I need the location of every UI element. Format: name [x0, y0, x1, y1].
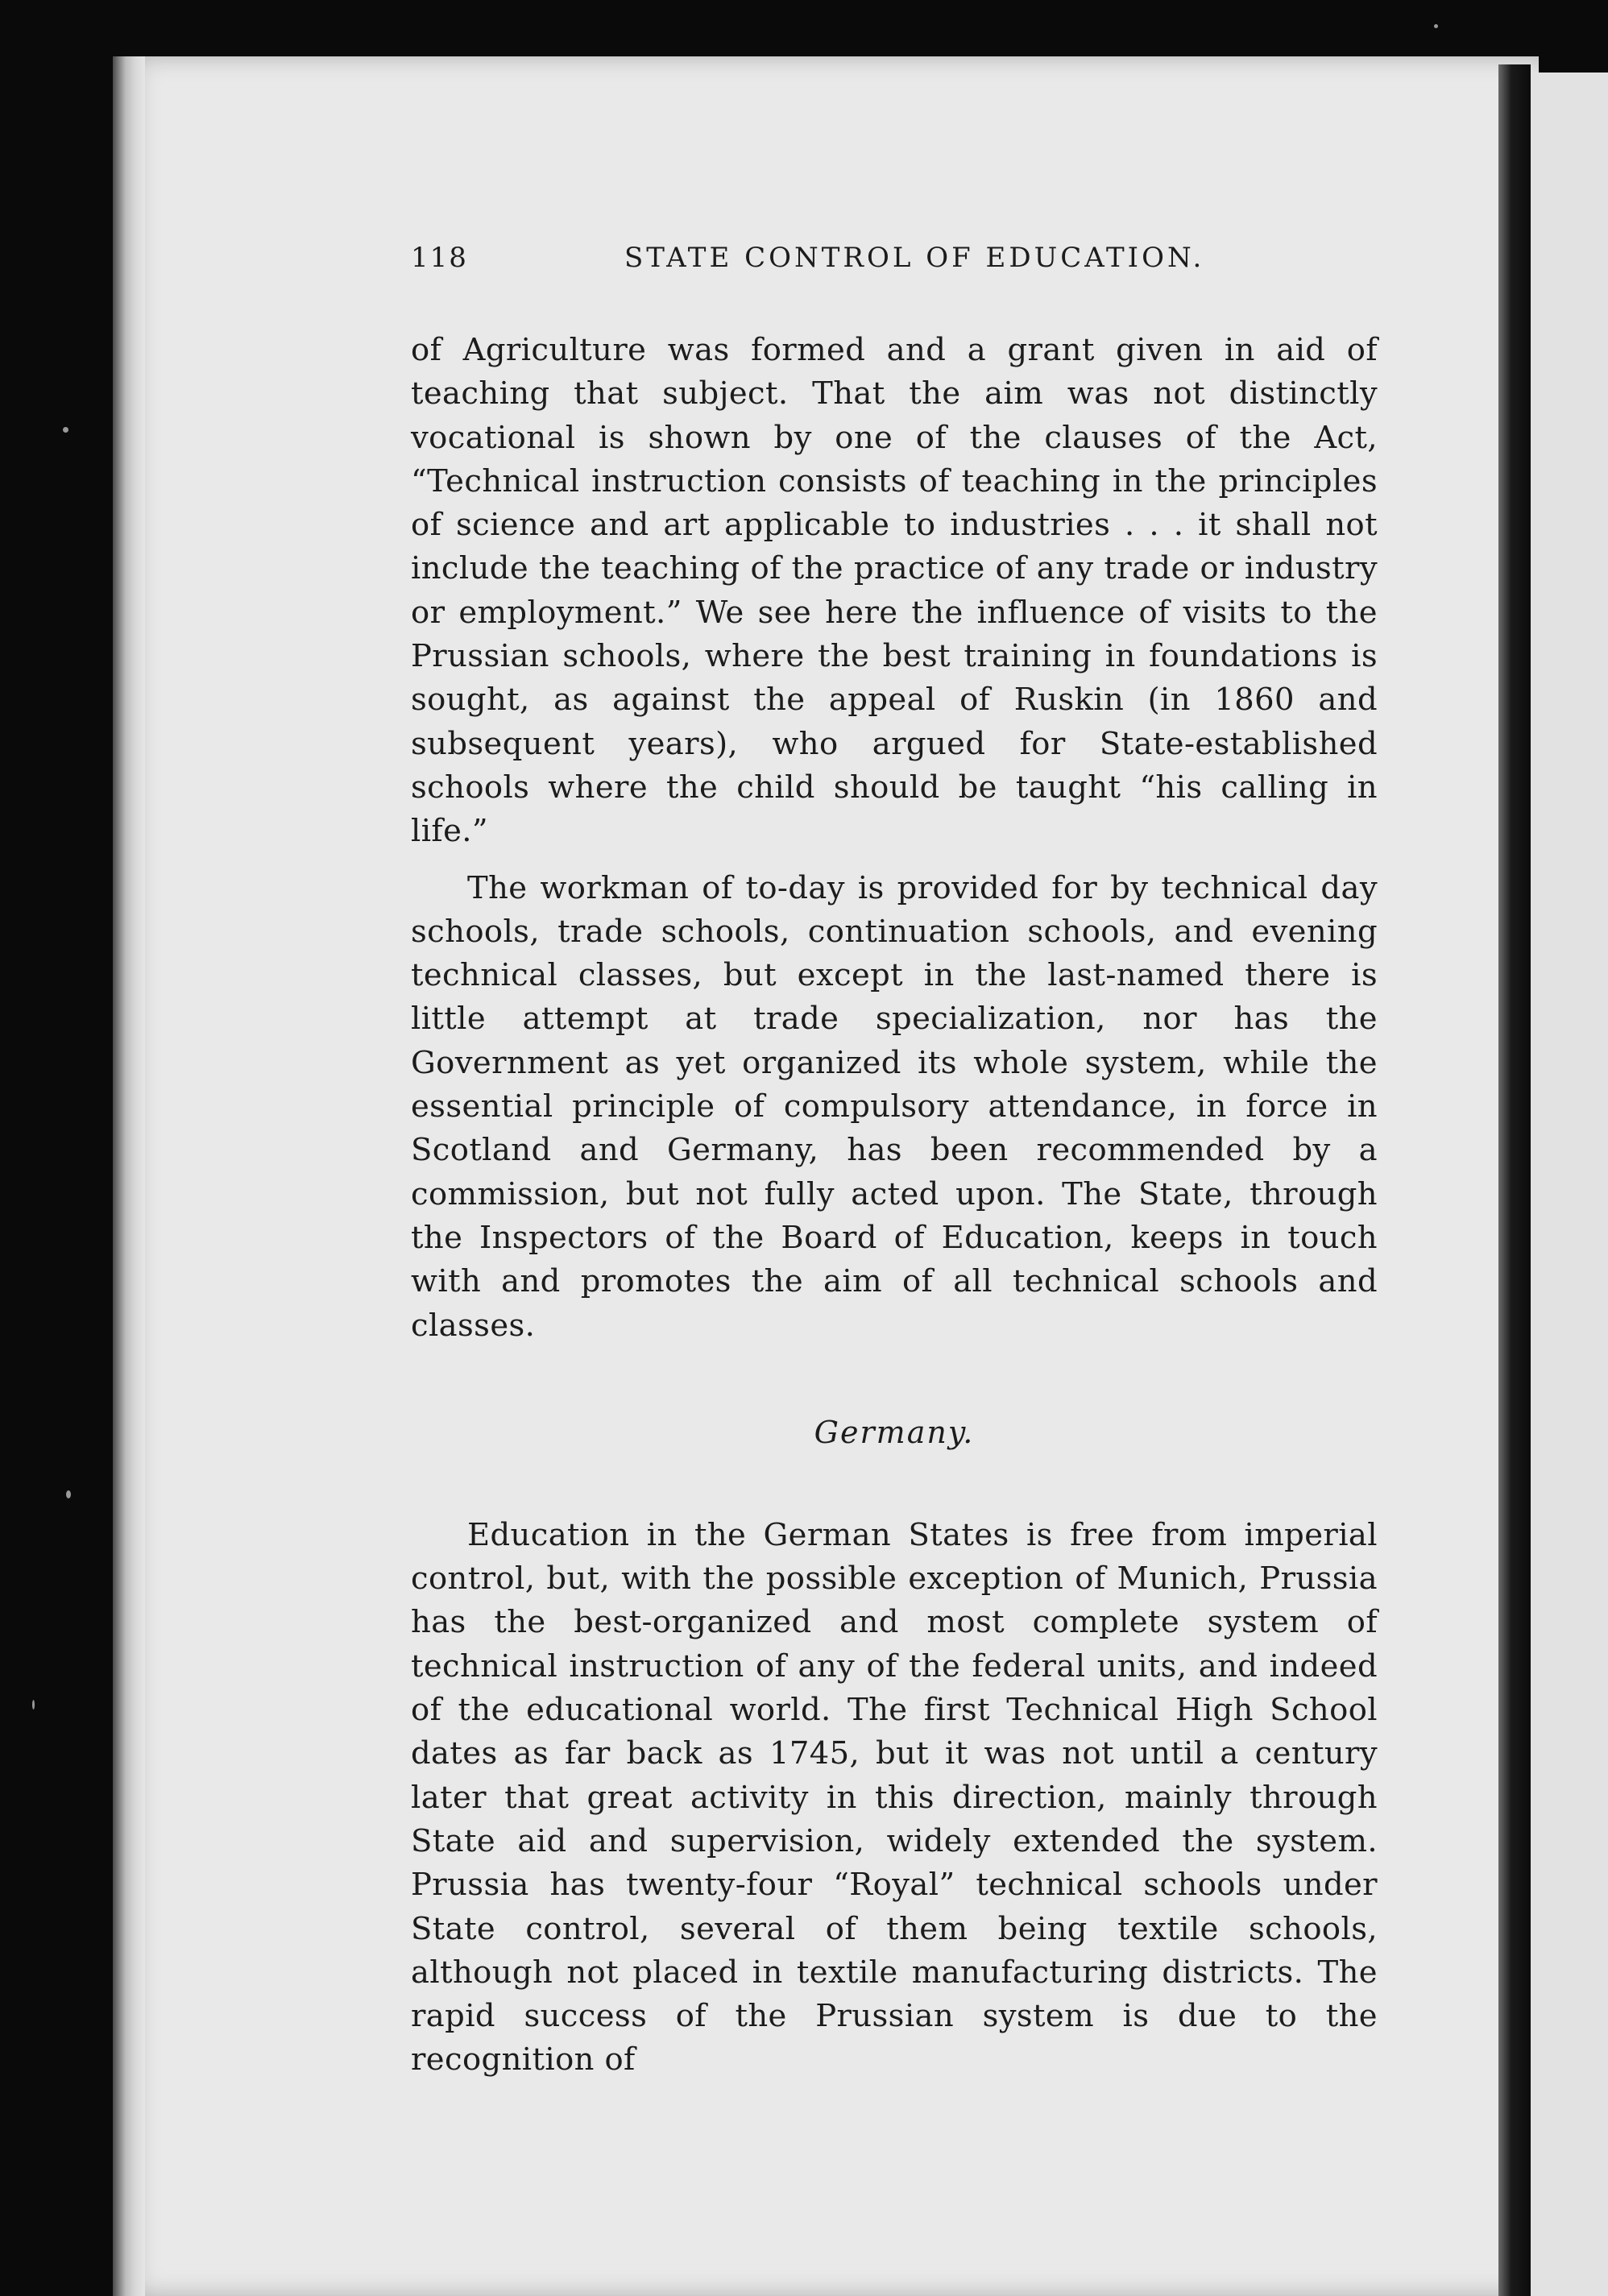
scan-speck: [63, 427, 68, 433]
body-paragraph: Education in the German States is free from imperial control, but, with the possible exception of Munich, Prussia has the best-organized and most complete system of technical instruction of any of the federal units, and indeed of the educational world. The first Technical High School dates as far back as 1745, but it was not until a century later that great activity in this direction, mainly through State aid and supervision, widely extended the system. Prussia has twenty-four “Royal” technical schools under State control, several of them being textile schools, although not placed in textile manufacturing districts. The rapid success of the Prussian system is due to the recognition of: [411, 1516, 1378, 2078]
body-paragraph: of Agriculture was formed and a grant given in aid of teaching that subject. That the aim was not distinctly vocational is shown by one of the clauses of the Act, “Technical instruction consists of teaching in the principles of science and art applicable to industries . . . it shall not include the teaching of the practice of any trade or industry or employment.” We see here the influence of visits to the Prussian schools, where the best training in foundations is sought, as against the appeal of Ruskin (in 1860 and subsequent years), who argued for State-established schools where the child should be taught “his calling in life.”: [411, 332, 1378, 850]
page-number: 118: [411, 242, 468, 274]
scan-speck: [1434, 24, 1438, 28]
binding-edge: [113, 56, 145, 2296]
body-paragraph: The workman of to-day is provided for by technical day schools, trade schools, continuation schools, and evening technical classes, but except in the last-named there is little attempt at trade specialization, nor has the Government as yet organized its whole system, while the essential principle of compulsory attendance, in force in Scotland and Germany, has been recommended by a commission, but not fully acted upon. The State, through the Inspectors of the Board of Education, keeps in touch with and promotes the aim of all technical schools and classes.: [411, 869, 1378, 1344]
right-gutter: [1498, 64, 1531, 2296]
page-content: [411, 242, 1378, 2083]
running-head-title: STATE CONTROL OF EDUCATION.: [624, 242, 1205, 274]
next-page-edge: [1531, 73, 1608, 2296]
scan-speck: [66, 1490, 71, 1498]
running-head: [411, 242, 1378, 290]
scan-speck: [32, 1700, 35, 1710]
section-heading: Germany.: [814, 1414, 975, 1450]
